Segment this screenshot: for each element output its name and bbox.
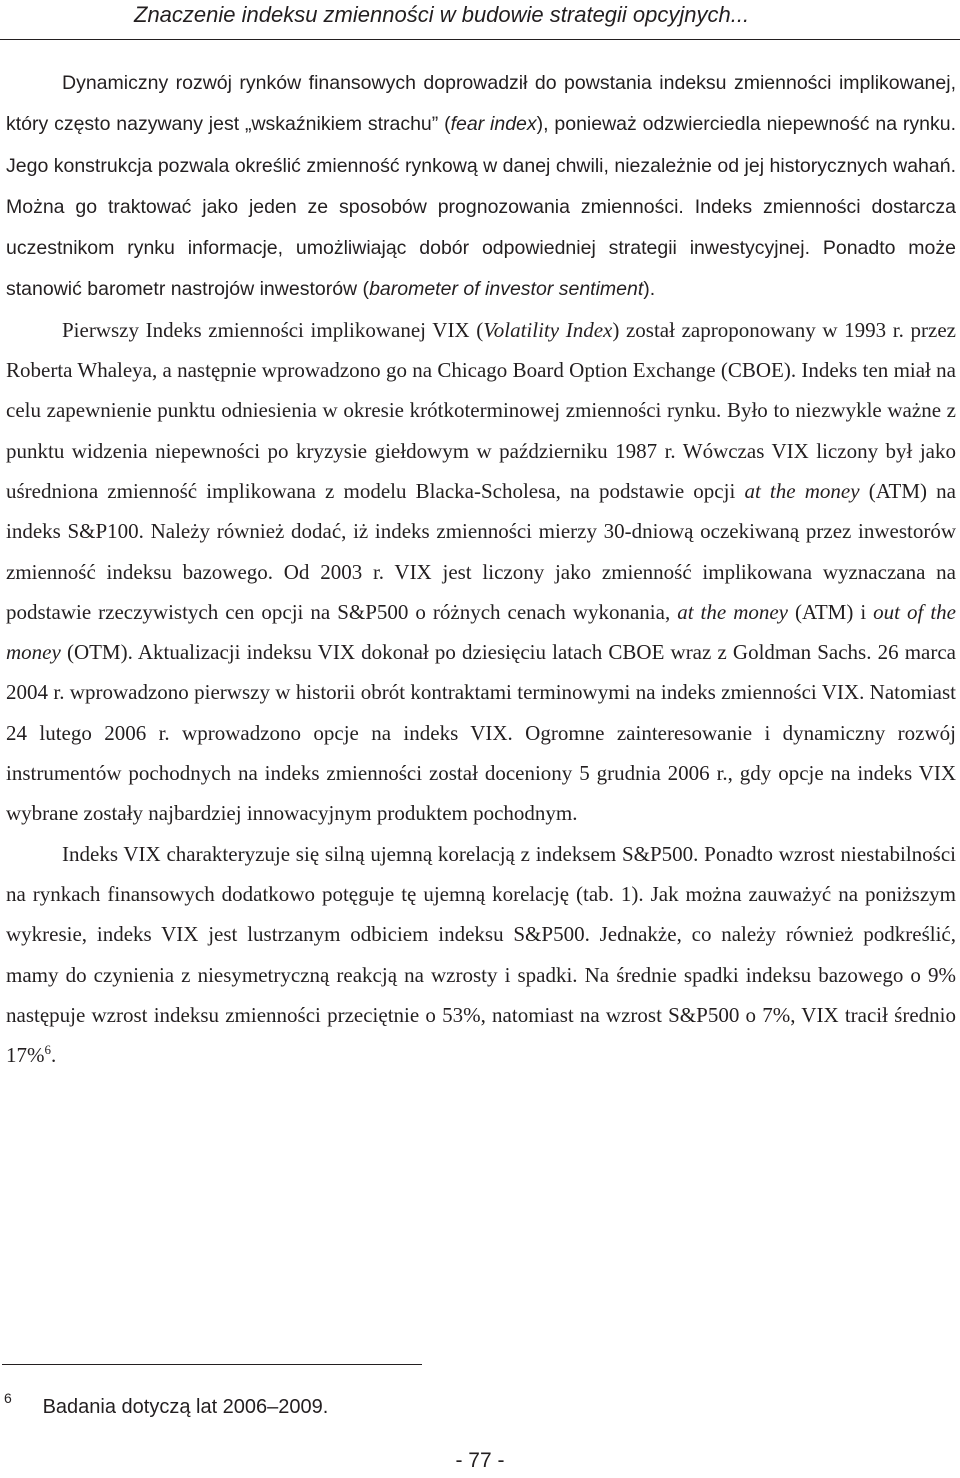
text-run: at the money xyxy=(744,478,860,503)
header-title: Znaczenie indeksu zmienności w budowie strategii opcyjnych... xyxy=(134,2,750,27)
body-text xyxy=(6,62,956,1075)
text-run: fear index xyxy=(450,113,537,136)
text-run: at the money xyxy=(677,599,788,624)
text-run: ) został zaproponowany w 1993 r. przez Roberta Whaleya, a następnie wprowadzono go na Chicago Board Option Exchange (CBOE). Indeks ten miał na celu zapewnienie punktu odniesienia w okresie krótkoterminowej zmienności rynku. Było to niezwykle ważne z punktu widzenia niepewności po kryzysie giełdowym w październiku 1987 r. Wówczas VIX liczony był jako uśredniona zmienność implikowana z modelu Blacka-Scholesa, na podstawie opcji xyxy=(6,317,956,503)
text-run: Volatility Index xyxy=(483,317,613,342)
paragraph-1 xyxy=(6,62,956,310)
text-run: out of the money xyxy=(6,599,956,665)
text-run: . xyxy=(51,1043,57,1068)
text-run: Pierwszy Indeks zmienności implikowanej VIX ( xyxy=(62,317,484,342)
text-run: Dynamiczny rozwój rynków finansowych doprowadził do powstania indeksu zmienności implikowanej, który często nazywany jest „wskaźnikiem strachu” ( xyxy=(6,72,956,136)
text-run: (ATM) i xyxy=(788,599,874,624)
footnote-divider xyxy=(2,1364,422,1365)
paragraph-2 xyxy=(6,310,956,834)
footnote xyxy=(4,1378,904,1427)
running-header xyxy=(0,0,960,40)
paragraph-3 xyxy=(6,834,956,1076)
text-run: ). xyxy=(643,278,656,301)
text-run: (ATM) na indeks S&P100. Należy również dodać, iż indeks zmienności mierzy 30-dniową oczekiwaną przez inwestorów zmienność indeksu bazowego. Od 2003 r. VIX jest liczony jako zmienność implikowana wyznaczana na podstawie rzeczywistych cen opcji na S&P500 o różnych cenach wykonania, xyxy=(6,478,956,624)
text-run: (OTM). Aktualizacji indeksu VIX dokonał po dziesięciu latach CBOE wraz z Goldman Sachs. 26 marca 2004 r. wprowadzono pierwszy w historii obrót kontraktami terminowymi na indeks zmienności VIX. Natomiast 24 lutego 2006 r. wprowadzono opcje na indeks VIX. Ogromne zainteresowanie i dynamiczny rozwój instrumentów pochodnych na indeks zmienności został doceniony 5 grudnia 2006 r., gdy opcje na indeks VIX wybrane zostały najbardziej innowacyjnym produktem pochodnym. xyxy=(6,640,956,826)
footnote-number: 6 xyxy=(4,1390,12,1406)
footnote-text: Badania dotyczą lat 2006–2009. xyxy=(42,1396,329,1418)
text-run: barometer of investor sentiment xyxy=(369,278,644,301)
text-run: Indeks VIX charakteryzuje się silną ujemną korelacją z indeksem S&P500. Ponadto wzrost niestabilności na rynkach finansowych dodatkowo potęguje tę ujemną korelację (tab. 1). Jak można zauważyć na poniższym wykresie, indeks VIX jest lustrzanym odbiciem indeksu S&P500. Jednakże, co należy również podkreślić, mamy do czynienia z niesymetryczną reakcją na wzrosty i spadki. Na średnie spadki indeksu bazowego o 9% następuje wzrost indeksu zmienności przeciętnie o 53%, natomiast na wzrost S&P500 o 7%, VIX tracił średnio 17% xyxy=(6,841,956,1068)
footnote-reference: 6 xyxy=(44,1042,51,1058)
page-number: - 77 - xyxy=(455,1449,505,1472)
text-run: ), ponieważ odzwierciedla niepewność na rynku. Jego konstrukcja pozwala określić zmienność rynkową w danej chwili, niezależnie od jej historycznych wahań. Można go traktować jako jeden ze sposobów prognozowania zmienności. Indeks zmienności dostarcza uczestnikom rynku informacje, umożliwiając dobór odpowiedniej strategii inwestycyjnej. Ponadto może stanowić barometr nastrojów inwestorów ( xyxy=(6,113,956,301)
